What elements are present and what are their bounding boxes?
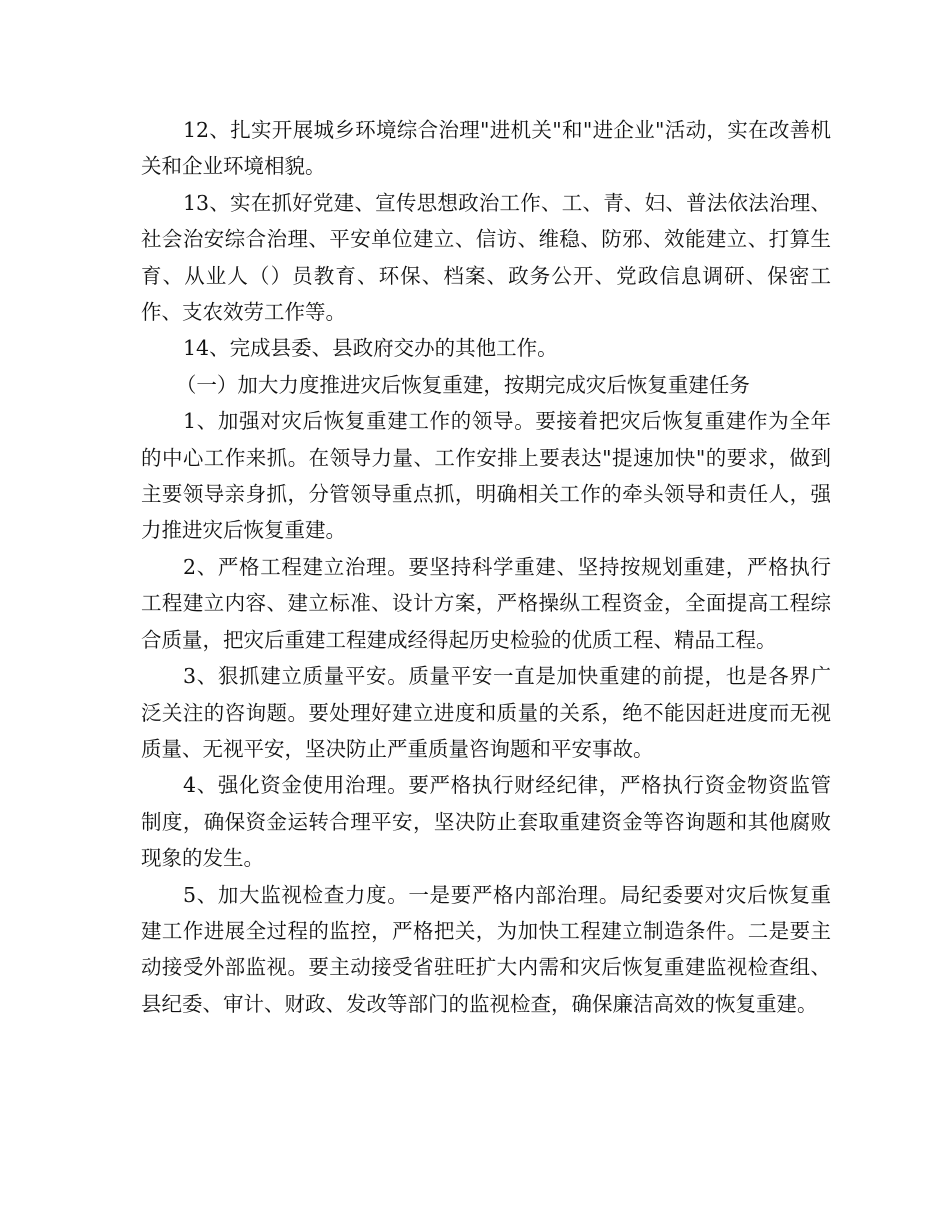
paragraph-task-2: 2、严格工程建立治理。要坚持科学重建、坚持按规划重建，严格执行工程建立内容、建立标准、设计方案，严格操纵工程资金，全面提高工程综合质量，把灾后重建工程建成经得起历史检验的优质工程、精品工程。: [141, 554, 831, 652]
paragraph-task-1: 1、加强对灾后恢复重建工作的领导。要接着把灾后恢复重建作为全年的中心工作来抓。在领导力量、工作安排上要表达"提速加快"的要求，做到主要领导亲身抓，分管领导重点抓，明确相关工作的牵头领导和责任人，强力推进灾后恢复重建。: [141, 409, 831, 543]
paragraph-task-5: 5、加大监视检查力度。一是要严格内部治理。局纪委要对灾后恢复重建工作进展全过程的监控，严格把关，为加快工程建立制造条件。二是要主动接受外部监视。要主动接受省驻旺扩大内需和灾后恢复重建监视检查组、县纪委、审计、财政、发改等部门的监视检查，确保廉洁高效的恢复重建。: [141, 882, 831, 1016]
document-body: [141, 112, 831, 1022]
paragraph-task-4: 4、强化资金使用治理。要严格执行财经纪律，严格执行资金物资监管制度，确保资金运转合理平安，坚决防止套取重建资金等咨询题和其他腐败现象的发生。: [141, 773, 831, 871]
section-heading-1: （一）加大力度推进灾后恢复重建，按期完成灾后恢复重建任务: [175, 372, 750, 397]
paragraph-item-14: 14、完成县委、县政府交办的其他工作。: [183, 336, 558, 361]
paragraph-task-3: 3、狠抓建立质量平安。质量平安一直是加快重建的前提，也是各界广泛关注的咨询题。要处理好建立进度和质量的关系，绝不能因赶进度而无视质量、无视平安，坚决防止严重质量咨询题和平安事故。: [141, 664, 831, 761]
paragraph-item-12: 12、扎实开展城乡环境综合治理"进机关"和"进企业"活动，实在改善机关和企业环境相貌。: [141, 118, 831, 179]
paragraph-item-13: 13、实在抓好党建、宣传思想政治工作、工、青、妇、普法依法治理、社会治安综合治理、平安单位建立、信访、维稳、防邪、效能建立、打算生育、从业人（）员教育、环保、档案、政务公开、党政信息调研、保密工作、支农效劳工作等。: [141, 190, 831, 325]
